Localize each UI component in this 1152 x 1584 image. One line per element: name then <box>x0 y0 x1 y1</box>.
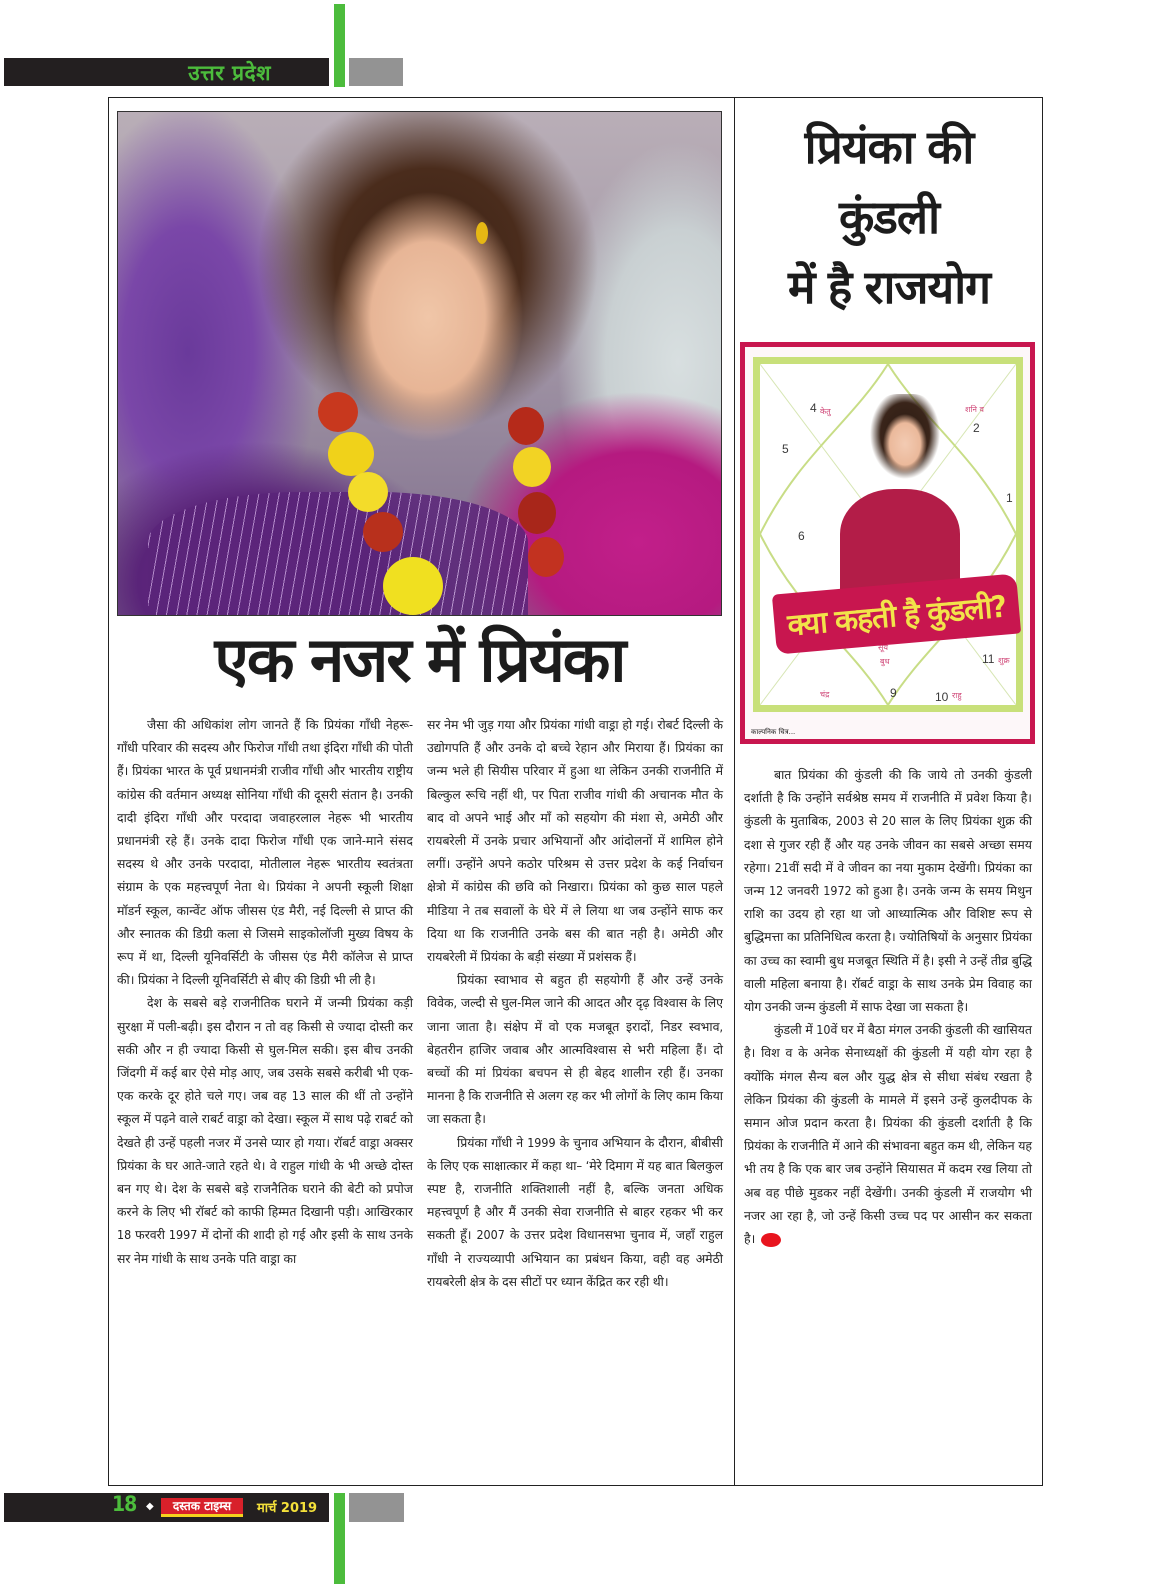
article-paragraph: सर नेम भी जुड़ गया और प्रियंका गांधी वाड्रा हो गई। रोबर्ट दिल्ली के उद्योगपति हैं और उनके दो बच्चे रेहान और मिराया हैं। प्रियंका का जन्म भले ही सियीस परिवार में हुआ था लेकिन उनकी राजनीति में बिल्कुल रूचि नहीं थी, पर पिता राजीव गांधी की अचानक मौत के बाद वो अपने भाई और माँ को सहयोग की मंशा से, अमेठी और रायबरेली में उनके प्रचार अभियानों और आंदोलनों में शामिल होने लगीं। उन्होंने अपने कठोर परिश्रम से उत्तर प्रदेश के कई निर्वाचन क्षेत्रो में कांग्रेस की छवि को निखारा। प्रियंका को कुछ साल पहले मीडिया ने तब सवालों के घेरे में ले लिया था जब उन्होंने साफ कर दिया था कि राजनीति उनके बस की बात नही है। अमेठी और रायबरेली में प्रियंका के बड़ी संख्या में प्रशंसक हैं। <box>427 717 723 965</box>
kundli-banner-text: क्या कहती है कुंडली? <box>786 589 1008 643</box>
article-paragraph: प्रियंका गाँधी ने 1999 के चुनाव अभियान के दौरान, बीबीसी के लिए एक साक्षात्कार में कहा था– ‘मेरे दिमाग में यह बात बिलकुल स्पष्ट है, राजनीति शक्तिशाली नहीं है, बल्कि जनता अधिक महत्त्वपूर्ण है और मैं उनकी सेवा राजनीति से बाहर रहकर भी कर सकती हूँ। 2007 के उत्तर प्रदेश विधानसभा चुनाव में, जहाँ राहुल गाँधी ने राज्यव्यापी अभियान का प्रबंधन किया, वही वह अमेठी रायबरेली क्षेत्र के दस सीटों पर ध्यान केंद्रित कर रही थी। <box>427 1134 723 1289</box>
planet-label: चंद्र <box>820 690 830 699</box>
page-number: 18 <box>112 1492 137 1516</box>
side-paragraph-text: कुंडली में 10वें घर में बैठा मंगल उनकी कुंडली की खासियत है। विश व के अनेक सेनाध्यक्षों की कुंडली में यही योग रहा है क्योंकि मंगल सैन्य बल और युद्ध क्षेत्र से सीधा संबंध रखता है लेकिन प्रियंका की कुंडली के मामले में इसने उन्हें कुलदीपक के समान ओज प्रदान करता है। प्रियंका की कुंडली दर्शाती है कि प्रियंका के राजनीति में आने की संभावना बहुत कम थी, लेकिन यह भी तय है कि एक बार जब उन्होंने सियासत में कदम रख लिया तो अब वह पीछे मुडकर नहीं देखेंगी। उनकी कुंडली में राजयोग भी नजर आ रहा है, जो उन्हें किसी उच्च पद पर आसीन कर सकता है। <box>744 1022 1032 1247</box>
kundli-illustration <box>740 342 1035 744</box>
green-accent-stripe <box>334 1493 345 1584</box>
garland-flower <box>318 392 358 432</box>
article-paragraph: देश के सबसे बड़े राजनीतिक घराने में जन्मी प्रियंका कड़ी सुरक्षा में पली-बढ़ी। इस दौरान न तो वह किसी से ज्यादा दोस्ती कर सकी और न ही ज्यादा किसी से घुल-मिल सकी। इस बीच उनकी जिंदगी में कई बार ऐसे मोड़ आए, जब उसके सबसे करीबी भी एक-एक करके दूर होते चले गए। जब वह 13 साल की थीं तो उन्होंने स्कूल में पढ़ने वाले राबर्ट वाड्रा को देखा। स्कूल में साथ पढ़े राबर्ट को देखते ही उन्हें पहली नजर में उनसे प्यार हो गया। रॉबर्ट वाड्रा अक्सर प्रियंका के घर आते-जाते रहते थे। वे राहुल गांधी के भी अच्छे दोस्त बन गए थे। देश के सबसे बड़े राजनैतिक घराने की बेटी को प्रपोज करने के लिए भी रॉबर्ट को काफी हिम्मत दिखानी पड़ी। आखिरकार 18 फरवरी 1997 में दोनों की शादी हो गई और इसी के साथ उनके सर नेम गांधी के साथ उनके पति वाड्रा का <box>117 995 413 1266</box>
garland-flower <box>348 472 388 512</box>
planet-label: शुक्र <box>998 656 1010 665</box>
footer-bar <box>4 1493 329 1522</box>
grey-accent-block <box>349 1493 404 1522</box>
planet-label: राहु <box>952 691 962 700</box>
house-number-6: 6 <box>798 529 805 543</box>
end-of-story-dot-icon <box>761 1233 781 1247</box>
side-story-column <box>744 763 1032 1250</box>
garland-flower <box>363 512 403 552</box>
green-accent-stripe <box>334 4 345 87</box>
garland-flower <box>508 407 544 445</box>
planet-label: केतु <box>820 407 831 416</box>
garland-flower <box>383 557 443 615</box>
house-number-11: 11 <box>982 652 995 666</box>
house-number-5: 5 <box>782 442 789 456</box>
house-number-9: 9 <box>890 686 897 700</box>
issue-date: मार्च 2019 <box>257 1501 318 1516</box>
side-paragraph-last <box>744 1018 1032 1250</box>
side-paragraph: बात प्रियंका की कुंडली की कि जाये तो उनकी कुंडली दर्शाती है कि उन्होंने सर्वश्रेष्ठ समय में राजनीति में प्रवेश किया है। कुंडली के मुताबिक, 2003 से 20 साल के लिए प्रियंका शुक्र की दशा से गुजर रही हैं और यह उनके जीवन का सबसे अच्छा समय रहेगा। 21वीं सदी में वे जीवन का नया मुकाम देखेंगी। प्रियंका का जन्म 12 जनवरी 1972 को हुआ है। उनके जन्म के समय मिथुन राशि का उदय हो रहा था जो आध्यात्मिक और विशिष्ट रूप से बुद्धिमत्ता का प्रतिनिधित्व करता है। ज्योतिषियों के अनुसार प्रियंका का उच्च का स्वामी बुध मजबूत स्थिति में है। इसी ने उन्हें तीव्र बुद्धि वाली महिला बनाया है। रॉबर्ट वाड्रा के साथ उनके प्रेम विवाह का योग उनकी जन्म कुंडली में साफ देखा जा सकता है। <box>744 767 1032 1015</box>
side-story-headline <box>735 112 1043 322</box>
article-paragraph: प्रियंका स्वाभाव से बहुत ही सहयोगी हैं और उन्हें उनके विवेक, जल्दी से घुल-मिल जाने की आदत और दृढ़ विश्वास के लिए जाना जाता है। संक्षेप में वो एक मजबूत इरादों, निडर स्वभाव, बेहतरीन हाजिर जवाब और आत्मविश्वास से भरी महिला हैं। दो बच्चों की मां प्रियंका बचपन से ही बेहद शालीन रही हैं। उनका मानना है कि राजनीति से अलग रह कर भी लोगों के लिए काम किया जा सकता है। <box>427 972 723 1127</box>
garland-flower <box>528 537 564 577</box>
article-paragraph: जैसा की अधिकांश लोग जानते हैं कि प्रियंका गाँधी नेहरू-गाँधी परिवार की सदस्य और फिरोज गाँधी तथा इंदिरा गाँधी की पोती हैं। प्रियंका भारत के पूर्व प्रधानमंत्री राजीव गाँधी और भारतीय राष्ट्रीय कांग्रेस की वर्तमान अध्यक्ष सोनिया गाँधी की दूसरी संतान है। उनकी दादी इंदिरा गाँधी और परदादा जवाहरलाल नेहरू भी भारतीय प्रधानमंत्री रहे हैं। उनके दादा फिरोज गाँधी एक जाने-माने संसद सदस्य थे और उनके परदादा, मोतीलाल नेहरू भारतीय स्वतंत्रता संग्राम के एक महत्त्वपूर्ण नेता थे। प्रियंका ने अपनी स्कूली शिक्षा मॉडर्न स्कूल, कान्वेंट ऑफ जीसस एंड मैरी, नई दिल्ली से प्राप्त की और स्नातक की डिग्री कला से जिसमे साइकोलॉजी मुख्य विषय के रूप में था, दिल्ली यूनिवर्सिटी के जीसस एंड मैरी कॉलेज से प्राप्त की। प्रियंका ने दिल्ली यूनिवर्सिटी से बीए की डिग्री भी ली है। <box>117 717 413 988</box>
magazine-logo: दस्तक टाइम्स <box>161 1498 243 1517</box>
house-number-4: 4 <box>810 401 817 415</box>
kundli-chart <box>753 357 1023 712</box>
main-photo <box>117 111 722 616</box>
planet-label: शनि व <box>965 405 984 414</box>
section-title: उत्तर प्रदेश <box>188 61 271 85</box>
house-number-2: 2 <box>973 421 980 435</box>
image-caption: काल्पनिक चित्र... <box>751 728 796 736</box>
bullet-icon: ◆ <box>146 1501 154 1512</box>
grey-accent-block <box>349 58 403 86</box>
planet-label: बुध <box>880 657 890 666</box>
main-headline: एक नजर में प्रियंका <box>214 623 625 696</box>
side-headline-line: में है राजयोग <box>787 260 991 314</box>
section-header-bar <box>4 58 329 86</box>
kundli-portrait-body <box>840 489 960 589</box>
kundli-portrait <box>865 394 945 504</box>
saree-pattern <box>148 492 528 616</box>
article-column-2 <box>427 713 723 1293</box>
planet-label: सूर्य <box>878 643 889 652</box>
article-column-1 <box>117 713 413 1270</box>
side-headline-line: कुंडली <box>838 190 940 244</box>
house-number-1: 1 <box>1006 491 1013 505</box>
tilak-mark <box>476 222 488 244</box>
garland-flower <box>328 432 374 476</box>
house-number-10: 10 <box>935 690 949 704</box>
garland-flower <box>518 492 556 534</box>
side-headline-line: प्रियंका की <box>804 120 974 174</box>
garland-flower <box>513 447 551 487</box>
